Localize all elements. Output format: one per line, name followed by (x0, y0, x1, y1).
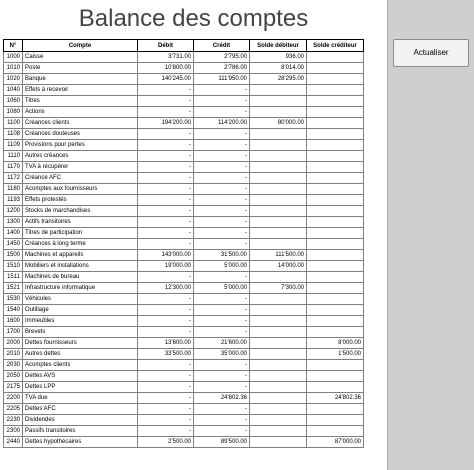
debit-cell[interactable]: 10'800.00 (138, 63, 194, 74)
account-name-cell[interactable]: Mobiliers et installations (23, 261, 138, 272)
credit-balance-cell[interactable] (307, 415, 364, 426)
debit-balance-cell[interactable] (250, 129, 307, 140)
account-number-cell[interactable]: 1200 (4, 206, 23, 217)
debit-cell[interactable]: 12'300.00 (138, 283, 194, 294)
credit-cell[interactable]: - (194, 327, 250, 338)
credit-balance-cell[interactable] (307, 184, 364, 195)
debit-balance-cell[interactable] (250, 85, 307, 96)
credit-cell[interactable]: 89'500.00 (194, 437, 250, 448)
debit-cell[interactable]: - (138, 140, 194, 151)
debit-balance-cell[interactable] (250, 338, 307, 349)
table-row (4, 261, 364, 272)
debit-cell[interactable]: 2'500.00 (138, 437, 194, 448)
debit-cell[interactable]: - (138, 327, 194, 338)
credit-cell[interactable]: - (194, 162, 250, 173)
credit-cell[interactable]: 2'795.00 (194, 52, 250, 63)
debit-balance-cell[interactable] (250, 294, 307, 305)
table-row (4, 316, 364, 327)
account-number-cell[interactable]: 1108 (4, 129, 23, 140)
account-number-cell[interactable]: 1400 (4, 228, 23, 239)
credit-cell[interactable]: 111'950.00 (194, 74, 250, 85)
account-number-cell[interactable]: 1540 (4, 305, 23, 316)
debit-cell[interactable]: - (138, 107, 194, 118)
account-name-cell[interactable]: Provisions pour pertes (23, 140, 138, 151)
column-header-credit-balance[interactable]: Solde créditeur (307, 40, 364, 52)
debit-cell[interactable]: - (138, 426, 194, 437)
debit-cell[interactable]: - (138, 129, 194, 140)
account-name-cell[interactable]: Brevets (23, 327, 138, 338)
account-number-cell[interactable]: 1010 (4, 63, 23, 74)
account-name-cell[interactable]: Caisse (23, 52, 138, 63)
table-row (4, 338, 364, 349)
account-name-cell[interactable]: Passifs transitoires (23, 426, 138, 437)
account-number-cell[interactable]: 1530 (4, 294, 23, 305)
credit-cell[interactable]: - (194, 195, 250, 206)
credit-cell[interactable]: 31'500.00 (194, 250, 250, 261)
account-name-cell[interactable]: Dividendes (23, 415, 138, 426)
credit-cell[interactable]: - (194, 151, 250, 162)
table-row (4, 52, 364, 63)
table-row (4, 294, 364, 305)
account-number-cell[interactable]: 2010 (4, 349, 23, 360)
account-number-cell[interactable]: 1521 (4, 283, 23, 294)
credit-balance-cell[interactable]: 87'000.00 (307, 437, 364, 448)
debit-cell[interactable]: 13'600.00 (138, 338, 194, 349)
credit-balance-cell[interactable] (307, 382, 364, 393)
credit-balance-cell[interactable] (307, 250, 364, 261)
debit-cell[interactable]: 19'000.00 (138, 261, 194, 272)
credit-balance-cell[interactable] (307, 85, 364, 96)
credit-balance-cell[interactable]: 1'500.00 (307, 349, 364, 360)
debit-balance-cell[interactable] (250, 349, 307, 360)
table-row (4, 437, 364, 448)
account-number-cell[interactable]: 2300 (4, 426, 23, 437)
table-row (4, 107, 364, 118)
account-name-cell[interactable]: Actifs transitoires (23, 217, 138, 228)
credit-cell[interactable]: - (194, 404, 250, 415)
table-row (4, 63, 364, 74)
credit-balance-cell[interactable] (307, 173, 364, 184)
credit-balance-cell[interactable] (307, 107, 364, 118)
debit-cell[interactable]: - (138, 228, 194, 239)
credit-cell[interactable]: - (194, 294, 250, 305)
table-row (4, 228, 364, 239)
debit-cell[interactable]: - (138, 305, 194, 316)
credit-cell[interactable]: - (194, 371, 250, 382)
credit-balance-cell[interactable] (307, 360, 364, 371)
account-name-cell[interactable]: Machines et appareils (23, 250, 138, 261)
credit-balance-cell[interactable] (307, 206, 364, 217)
credit-balance-cell[interactable] (307, 74, 364, 85)
account-name-cell[interactable]: Infrastructure informatique (23, 283, 138, 294)
table-row (4, 250, 364, 261)
account-name-cell[interactable]: Acomptes clients (23, 360, 138, 371)
debit-balance-cell[interactable] (250, 206, 307, 217)
debit-cell[interactable]: - (138, 217, 194, 228)
table-row (4, 96, 364, 107)
debit-balance-cell[interactable] (250, 272, 307, 283)
debit-balance-cell[interactable] (250, 184, 307, 195)
credit-balance-cell[interactable] (307, 96, 364, 107)
credit-balance-cell[interactable] (307, 327, 364, 338)
credit-balance-cell[interactable] (307, 129, 364, 140)
debit-cell[interactable]: - (138, 404, 194, 415)
table-row (4, 151, 364, 162)
account-name-cell[interactable]: Dettes fournisseurs (23, 338, 138, 349)
debit-cell[interactable]: - (138, 415, 194, 426)
account-number-cell[interactable]: 2050 (4, 371, 23, 382)
account-number-cell[interactable]: 1109 (4, 140, 23, 151)
debit-cell[interactable]: - (138, 393, 194, 404)
debit-balance-cell[interactable] (250, 173, 307, 184)
debit-balance-cell[interactable]: 80'000.00 (250, 118, 307, 129)
credit-cell[interactable]: - (194, 96, 250, 107)
account-number-cell[interactable]: 1511 (4, 272, 23, 283)
column-header-number[interactable]: N° (4, 40, 23, 52)
table-row (4, 415, 364, 426)
credit-balance-cell[interactable] (307, 162, 364, 173)
account-name-cell[interactable]: TVA due (23, 393, 138, 404)
credit-cell[interactable]: - (194, 239, 250, 250)
table-row (4, 360, 364, 371)
table-row (4, 371, 364, 382)
debit-balance-cell[interactable] (250, 96, 307, 107)
debit-balance-cell[interactable] (250, 426, 307, 437)
table-row (4, 283, 364, 294)
debit-balance-cell[interactable] (250, 415, 307, 426)
account-number-cell[interactable]: 1600 (4, 316, 23, 327)
table-row (4, 217, 364, 228)
debit-balance-cell[interactable] (250, 239, 307, 250)
credit-balance-cell[interactable] (307, 283, 364, 294)
debit-balance-cell[interactable] (250, 140, 307, 151)
debit-cell[interactable]: - (138, 316, 194, 327)
credit-cell[interactable]: - (194, 415, 250, 426)
credit-cell[interactable]: 24'802.36 (194, 393, 250, 404)
debit-balance-cell[interactable] (250, 162, 307, 173)
table-row (4, 85, 364, 96)
account-name-cell[interactable]: Actions (23, 107, 138, 118)
table-row (4, 118, 364, 129)
credit-balance-cell[interactable] (307, 404, 364, 415)
account-name-cell[interactable]: Véhicules (23, 294, 138, 305)
debit-balance-cell[interactable] (250, 217, 307, 228)
credit-balance-cell[interactable] (307, 426, 364, 437)
debit-cell[interactable]: - (138, 206, 194, 217)
debit-cell[interactable]: - (138, 371, 194, 382)
table-row (4, 206, 364, 217)
account-number-cell[interactable]: 1000 (4, 52, 23, 63)
debit-balance-cell[interactable] (250, 437, 307, 448)
account-name-cell[interactable]: Autres dettes (23, 349, 138, 360)
debit-balance-cell[interactable]: 7'300.00 (250, 283, 307, 294)
credit-cell[interactable]: - (194, 184, 250, 195)
debit-cell[interactable]: - (138, 195, 194, 206)
debit-balance-cell[interactable]: 111'500.00 (250, 250, 307, 261)
debit-balance-cell[interactable] (250, 151, 307, 162)
debit-cell[interactable]: - (138, 96, 194, 107)
debit-balance-cell[interactable] (250, 195, 307, 206)
table-row (4, 173, 364, 184)
table-row (4, 393, 364, 404)
credit-cell[interactable]: 2'786.00 (194, 63, 250, 74)
debit-cell[interactable]: 194'200.00 (138, 118, 194, 129)
credit-balance-cell[interactable] (307, 261, 364, 272)
debit-cell[interactable]: 3'731.00 (138, 52, 194, 63)
account-name-cell[interactable]: Effets à recevoir (23, 85, 138, 96)
account-number-cell[interactable]: 2230 (4, 415, 23, 426)
account-number-cell[interactable]: 2200 (4, 393, 23, 404)
debit-cell[interactable]: - (138, 85, 194, 96)
credit-cell[interactable]: - (194, 228, 250, 239)
account-name-cell[interactable]: Stocks de marchandises (23, 206, 138, 217)
account-number-cell[interactable]: 2440 (4, 437, 23, 448)
column-header-debit[interactable]: Débit (138, 40, 194, 52)
credit-balance-cell[interactable] (307, 217, 364, 228)
side-panel (387, 0, 474, 470)
table-row (4, 327, 364, 338)
credit-cell[interactable]: - (194, 85, 250, 96)
account-name-cell[interactable]: Effets protestés (23, 195, 138, 206)
table-row (4, 404, 364, 415)
account-number-cell[interactable]: 1193 (4, 195, 23, 206)
table-header-row (4, 40, 364, 52)
table-row (4, 129, 364, 140)
account-number-cell[interactable]: 1510 (4, 261, 23, 272)
account-number-cell[interactable]: 2030 (4, 360, 23, 371)
credit-cell[interactable]: - (194, 316, 250, 327)
account-name-cell[interactable]: Créances clients (23, 118, 138, 129)
credit-cell[interactable]: - (194, 173, 250, 184)
credit-balance-cell[interactable] (307, 371, 364, 382)
account-number-cell[interactable]: 1040 (4, 85, 23, 96)
account-name-cell[interactable]: Machines de bureau (23, 272, 138, 283)
account-number-cell[interactable]: 1020 (4, 74, 23, 85)
credit-cell[interactable]: - (194, 140, 250, 151)
credit-balance-cell[interactable] (307, 52, 364, 63)
account-name-cell[interactable]: Créances douteuses (23, 129, 138, 140)
account-number-cell[interactable]: 2205 (4, 404, 23, 415)
debit-balance-cell[interactable] (250, 404, 307, 415)
column-header-debit-balance[interactable]: Solde débiteur (250, 40, 307, 52)
account-number-cell[interactable]: 1500 (4, 250, 23, 261)
account-number-cell[interactable]: 1060 (4, 96, 23, 107)
debit-balance-cell[interactable] (250, 382, 307, 393)
credit-balance-cell[interactable] (307, 239, 364, 250)
account-number-cell[interactable]: 1700 (4, 327, 23, 338)
debit-cell[interactable]: - (138, 294, 194, 305)
credit-balance-cell[interactable] (307, 228, 364, 239)
account-name-cell[interactable]: Dettes hypothécaires (23, 437, 138, 448)
debit-balance-cell[interactable]: 14'000.00 (250, 261, 307, 272)
table-row (4, 184, 364, 195)
table-row (4, 305, 364, 316)
account-name-cell[interactable]: Autres créances (23, 151, 138, 162)
account-name-cell[interactable]: Titres de participation (23, 228, 138, 239)
debit-cell[interactable]: - (138, 184, 194, 195)
account-number-cell[interactable]: 1110 (4, 151, 23, 162)
debit-cell[interactable]: - (138, 272, 194, 283)
credit-cell[interactable]: - (194, 382, 250, 393)
account-number-cell[interactable]: 1450 (4, 239, 23, 250)
credit-balance-cell[interactable] (307, 294, 364, 305)
credit-balance-cell[interactable] (307, 140, 364, 151)
debit-balance-cell[interactable] (250, 327, 307, 338)
credit-cell[interactable]: - (194, 360, 250, 371)
account-name-cell[interactable]: Immeubles (23, 316, 138, 327)
credit-balance-cell[interactable]: 8'000.00 (307, 338, 364, 349)
debit-balance-cell[interactable] (250, 107, 307, 118)
account-name-cell[interactable]: Créance AFC (23, 173, 138, 184)
account-name-cell[interactable]: Poste (23, 63, 138, 74)
debit-cell[interactable]: - (138, 239, 194, 250)
sheet-title: Balance des comptes (78, 5, 309, 32)
account-name-cell[interactable]: Outillage (23, 305, 138, 316)
debit-balance-cell[interactable]: 28'295.00 (250, 74, 307, 85)
credit-cell[interactable]: 21'600.00 (194, 338, 250, 349)
debit-balance-cell[interactable]: 8'014.00 (250, 63, 307, 74)
credit-cell[interactable]: 114'200.00 (194, 118, 250, 129)
table-row (4, 239, 364, 250)
credit-balance-cell[interactable] (307, 118, 364, 129)
debit-cell[interactable]: - (138, 162, 194, 173)
table-row (4, 426, 364, 437)
table-row (4, 140, 364, 151)
credit-balance-cell[interactable] (307, 195, 364, 206)
account-number-cell[interactable]: 1080 (4, 107, 23, 118)
table-row (4, 74, 364, 85)
account-number-cell[interactable]: 2000 (4, 338, 23, 349)
credit-balance-cell[interactable] (307, 272, 364, 283)
debit-cell[interactable]: - (138, 173, 194, 184)
refresh-button[interactable]: Actualiser (393, 39, 469, 67)
debit-balance-cell[interactable] (250, 393, 307, 404)
debit-cell[interactable]: - (138, 360, 194, 371)
credit-cell[interactable]: - (194, 107, 250, 118)
credit-cell[interactable]: - (194, 272, 250, 283)
table-row (4, 382, 364, 393)
debit-cell[interactable]: - (138, 151, 194, 162)
account-name-cell[interactable]: Dettes AFC (23, 404, 138, 415)
account-name-cell[interactable]: Dettes LPP (23, 382, 138, 393)
debit-balance-cell[interactable]: 936.00 (250, 52, 307, 63)
debit-balance-cell[interactable] (250, 228, 307, 239)
account-name-cell[interactable]: TVA à récupérer (23, 162, 138, 173)
debit-balance-cell[interactable] (250, 360, 307, 371)
column-header-credit[interactable]: Crédit (194, 40, 250, 52)
table-row (4, 195, 364, 206)
credit-cell[interactable]: 5'000.00 (194, 283, 250, 294)
credit-cell[interactable]: - (194, 217, 250, 228)
credit-cell[interactable]: 5'000.00 (194, 261, 250, 272)
credit-balance-cell[interactable]: 24'802.36 (307, 393, 364, 404)
account-name-cell[interactable]: Dettes AVS (23, 371, 138, 382)
credit-cell[interactable]: - (194, 129, 250, 140)
account-name-cell[interactable]: Créances à long terme (23, 239, 138, 250)
debit-cell[interactable]: 140'245.00 (138, 74, 194, 85)
account-number-cell[interactable]: 1300 (4, 217, 23, 228)
credit-balance-cell[interactable] (307, 316, 364, 327)
account-number-cell[interactable]: 2175 (4, 382, 23, 393)
credit-cell[interactable]: - (194, 206, 250, 217)
debit-cell[interactable]: - (138, 382, 194, 393)
account-name-cell[interactable]: Banque (23, 74, 138, 85)
debit-balance-cell[interactable] (250, 316, 307, 327)
account-name-cell[interactable]: Acomptes aux fournisseurs (23, 184, 138, 195)
credit-cell[interactable]: 35'000.00 (194, 349, 250, 360)
credit-balance-cell[interactable] (307, 63, 364, 74)
table-row (4, 272, 364, 283)
credit-balance-cell[interactable] (307, 305, 364, 316)
table-row (4, 349, 364, 360)
debit-cell[interactable]: 33'500.00 (138, 349, 194, 360)
account-number-cell[interactable]: 1180 (4, 184, 23, 195)
account-number-cell[interactable]: 1170 (4, 162, 23, 173)
column-header-account[interactable]: Compte (23, 40, 138, 52)
accounts-balance-table (3, 39, 364, 448)
account-number-cell[interactable]: 1172 (4, 173, 23, 184)
debit-balance-cell[interactable] (250, 371, 307, 382)
account-name-cell[interactable]: Titres (23, 96, 138, 107)
debit-balance-cell[interactable] (250, 305, 307, 316)
credit-cell[interactable]: - (194, 426, 250, 437)
debit-cell[interactable]: 143'000.00 (138, 250, 194, 261)
credit-balance-cell[interactable] (307, 151, 364, 162)
account-number-cell[interactable]: 1100 (4, 118, 23, 129)
table-row (4, 162, 364, 173)
credit-cell[interactable]: - (194, 305, 250, 316)
